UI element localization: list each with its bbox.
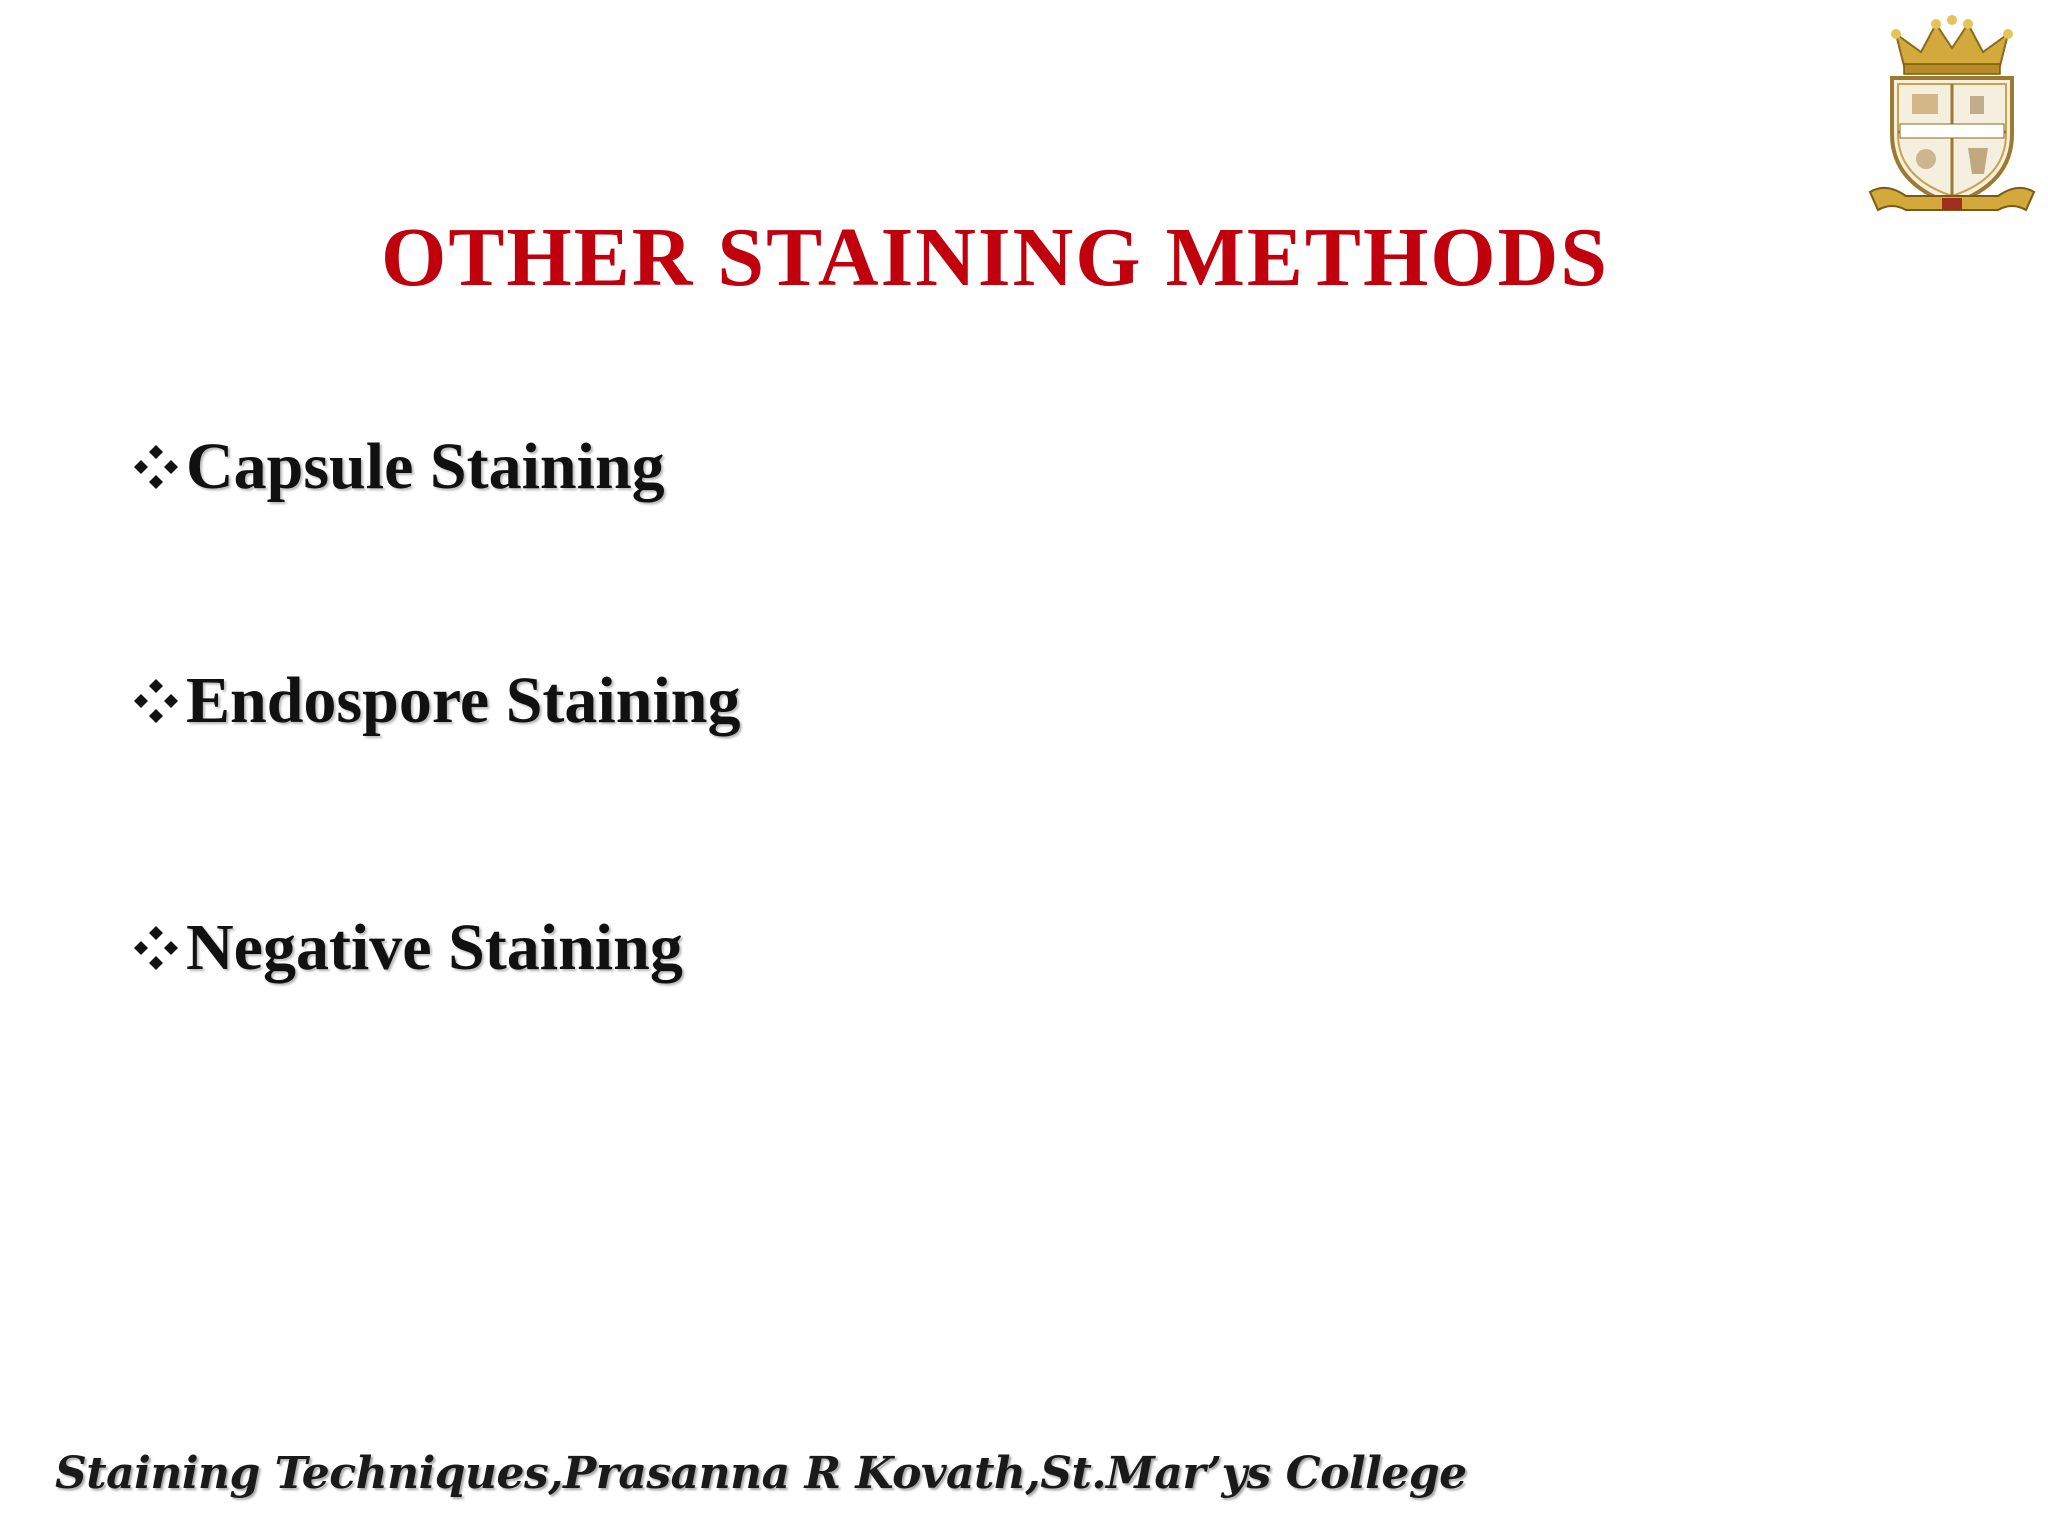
bullet-label: Endospore Staining (186, 664, 741, 737)
four-diamond-bullet-icon (128, 920, 184, 976)
bullet-item-negative-staining (128, 911, 683, 984)
college-crest-logo (1866, 14, 2038, 220)
bullet-label: Capsule Staining (186, 430, 665, 503)
four-diamond-bullet-icon (128, 439, 184, 495)
slide-footer: Staining Techniques,Prasanna R Kovath,St.Mar’ys College (55, 1448, 1467, 1499)
bullet-item-endospore-staining (128, 664, 741, 737)
bullet-item-capsule-staining (128, 430, 665, 503)
slide-title: OTHER STAINING METHODS (381, 211, 1609, 304)
bullet-label: Negative Staining (186, 911, 683, 984)
four-diamond-bullet-icon (128, 673, 184, 729)
